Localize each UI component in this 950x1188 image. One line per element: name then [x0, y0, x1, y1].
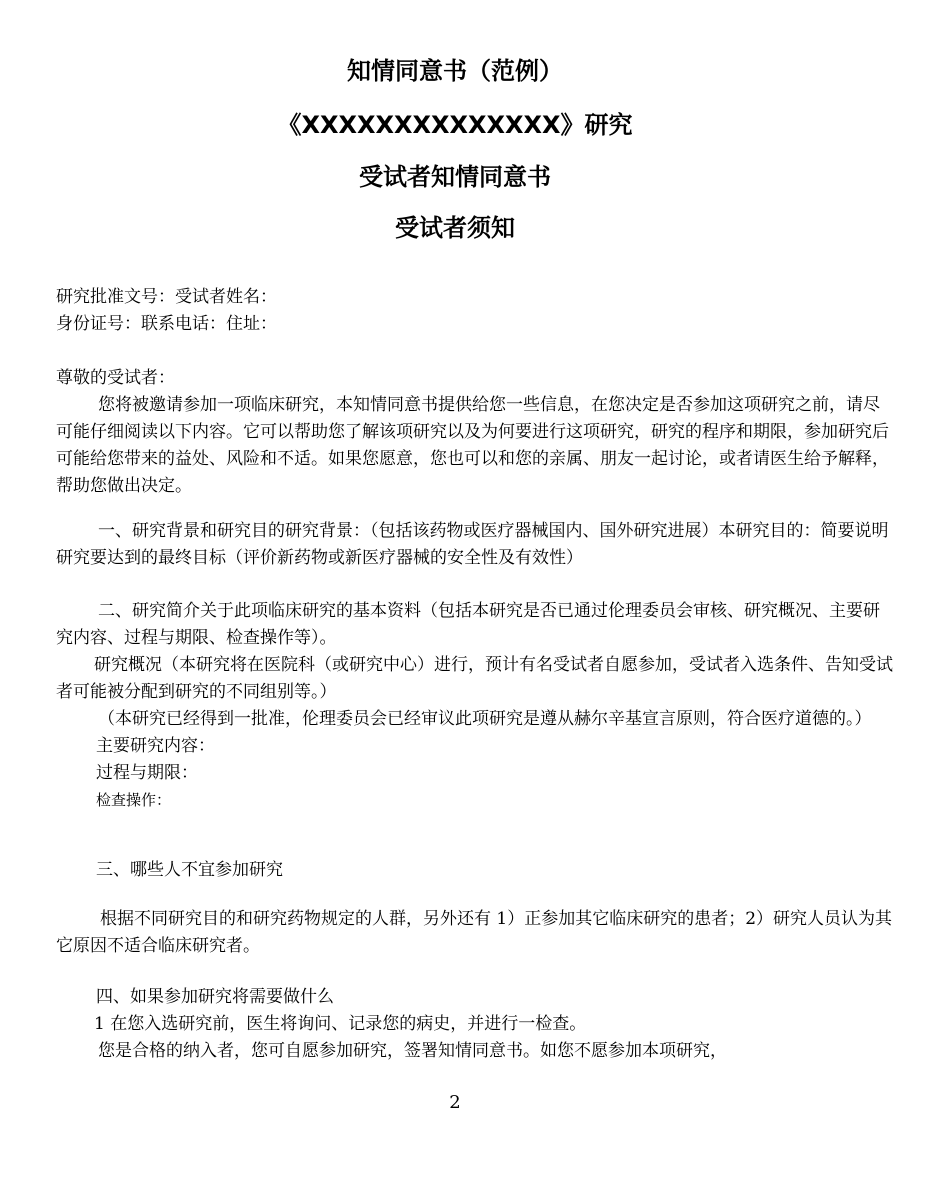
section-two-ethics: （本研究已经得到一批准，伦理委员会已经审议此项研究是遵从赫尔辛基宣言原则，符合医疗道德的。） [98, 709, 872, 729]
section-three-text: 根据不同研究目的和研究药物规定的人群，另外还有 1）正参加其它临床研究的患者；2）研究人员认为其它原因不适合临床研究者。 [56, 909, 893, 956]
section-two-exam: 检查操作： [96, 791, 172, 809]
section-two [56, 598, 896, 814]
info-fields [56, 284, 896, 338]
section-four-item1: 1 在您入选研究前，医生将询问、记录您的病史，并进行一检查。 [94, 1014, 587, 1034]
greeting-block [56, 365, 896, 500]
section-title: 受试者须知 [395, 214, 515, 242]
section-two-process: 过程与期限： [96, 763, 198, 783]
section-three-heading: 三、哪些人不宜参加研究 [96, 860, 283, 880]
section-two-text: 二、研究简介关于此项临床研究的基本资料（包括本研究是否已通过伦理委员会审核、研究概况、主要研究内容、过程与期限、检查操作等）。 [56, 601, 880, 648]
section-one [56, 518, 896, 572]
document-title: 知情同意书（范例） [347, 57, 563, 85]
section-four [56, 984, 896, 1065]
info-line-id-contact-address: 身份证号：联系电话：住址： [56, 314, 277, 334]
study-name: 《XXXXXXXXXXXXXX》研究 [277, 111, 633, 139]
intro-paragraph: 您将被邀请参加一项临床研究，本知情同意书提供给您一些信息，在您决定是否参加这项研究之前，请尽可能仔细阅读以下内容。它可以帮助您了解该项研究以及为何要进行这项研究，研究的程序和期限，参加研究后可能给您带来的益处、风险和不适。如果您愿意，您也可以和您的亲属、朋友一起讨论，或者请医生给予解释，帮助您做出决定。 [56, 395, 889, 496]
section-four-heading: 四、如果参加研究将需要做什么 [96, 987, 334, 1007]
document-subtitle: 受试者知情同意书 [359, 163, 551, 191]
section-one-text: 一、研究背景和研究目的研究背景：（包括该药物或医疗器械国内、国外研究进展）本研究目的：简要说明研究要达到的最终目标（评价新药物或新医疗器械的安全性及有效性） [56, 521, 889, 568]
section-two-content: 主要研究内容： [96, 736, 215, 756]
greeting: 尊敬的受试者： [56, 368, 175, 388]
section-two-overview: 研究概况（本研究将在医院科（或研究中心）进行，预计有名受试者自愿参加，受试者入选条件、告知受试者可能被分配到研究的不同组别等。） [56, 655, 893, 702]
page-number: 2 [449, 1092, 461, 1113]
info-line-approval-name: 研究批准文号：受试者姓名： [56, 287, 277, 307]
section-three [56, 857, 896, 884]
section-four-item1-cont: 您是合格的纳入者，您可自愿参加研究，签署知情同意书。如您不愿参加本项研究， [98, 1041, 727, 1061]
section-three-body [56, 906, 896, 960]
